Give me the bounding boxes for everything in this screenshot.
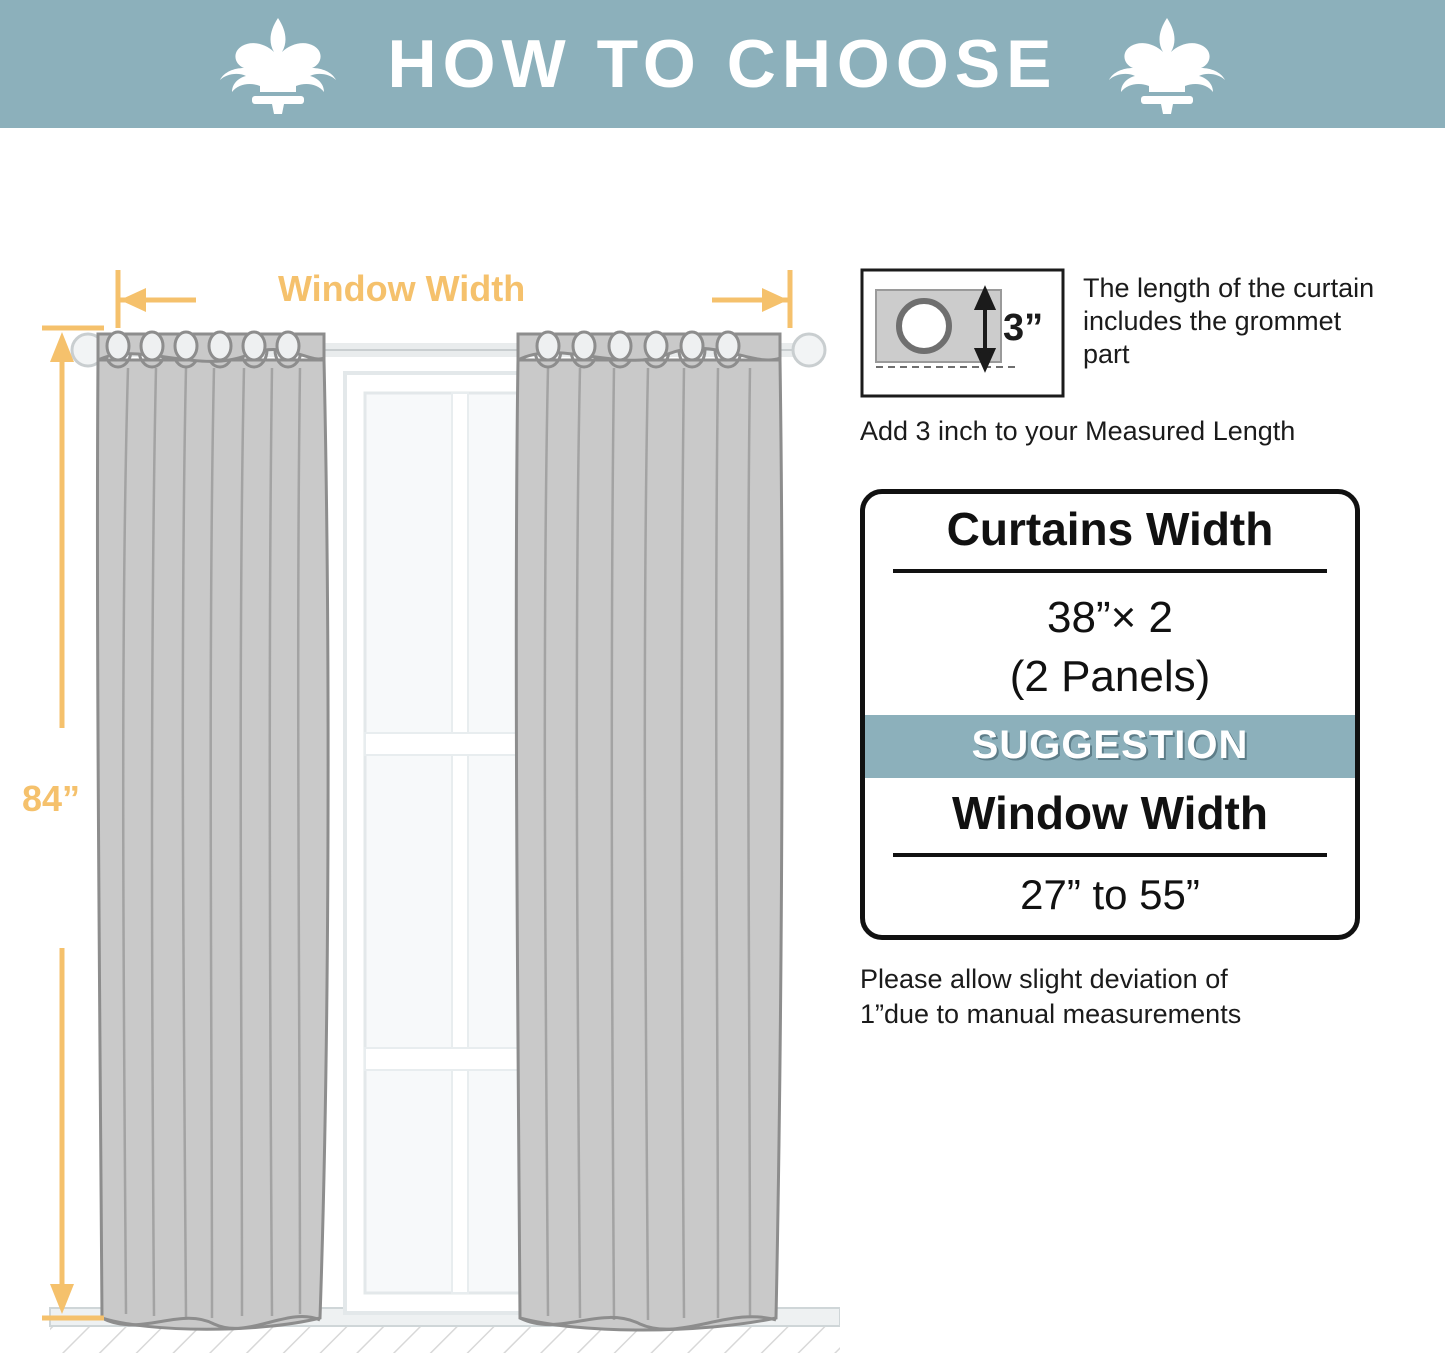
window-width-label: Window Width	[278, 268, 526, 309]
grommet-measure-text: 3”	[1003, 307, 1044, 349]
curtains-width-panels: (2 Panels)	[1009, 651, 1211, 701]
curtains-width-section	[865, 494, 1355, 569]
curtains-width-value: 38”× 2	[1047, 592, 1173, 642]
page-title: HOW TO CHOOSE	[387, 26, 1058, 102]
page-header	[0, 0, 1445, 128]
fleur-de-lis-icon	[1097, 14, 1237, 114]
window-width-title: Window Width	[952, 787, 1268, 840]
deviation-line-2: 1”due to manual measurements	[860, 998, 1242, 1029]
grommet-diagram-icon	[860, 268, 1065, 398]
curtain-diagram-svg	[0, 128, 840, 1353]
curtain-height-label: 84”	[22, 778, 81, 819]
diagram-canvas	[0, 128, 1445, 1353]
suggestion-band	[865, 715, 1355, 778]
suggestion-label: SUGGESTION	[971, 723, 1249, 768]
curtains-width-value-section	[865, 573, 1355, 716]
info-column	[860, 268, 1380, 1032]
deviation-line-1: Please allow slight deviation of	[860, 963, 1228, 994]
curtains-width-title: Curtains Width	[946, 503, 1274, 555]
curtain-illustration	[0, 128, 840, 1353]
add-length-note: Add 3 inch to your Measured Length	[860, 416, 1296, 446]
fleur-de-lis-icon	[208, 14, 348, 114]
window-width-section	[865, 778, 1355, 853]
grommet-note	[860, 268, 1380, 398]
window-width-range: 27” to 55”	[1020, 870, 1200, 918]
deviation-note	[860, 962, 1370, 1032]
suggestion-card	[860, 489, 1360, 940]
grommet-note-text: The length of the curtain includes the grommet part	[1083, 273, 1375, 369]
